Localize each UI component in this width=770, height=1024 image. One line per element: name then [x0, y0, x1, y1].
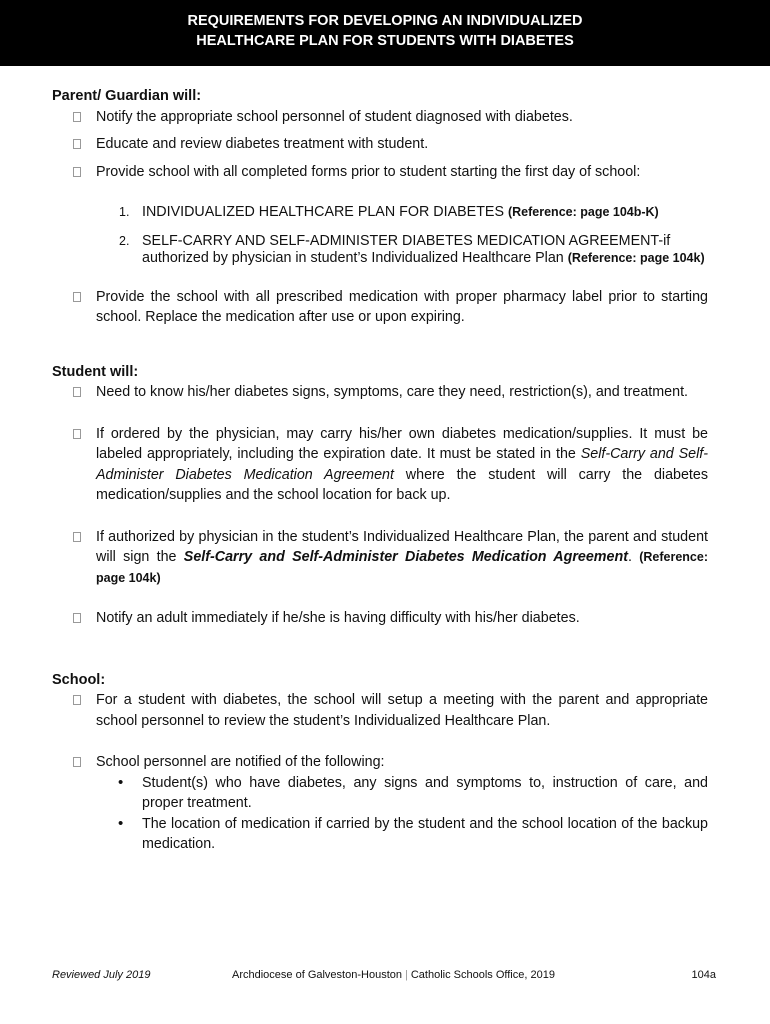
- footer-archdiocese: Archdiocese of Galveston-Houston: [232, 969, 402, 981]
- school-item-1: [52, 690, 708, 731]
- parent-item-3: [52, 162, 708, 183]
- student-item-2-text-c: where the student will carry the diabetes medication/supplies and the school location for back up.: [96, 466, 709, 503]
- student-item-4-text: Notify an adult immediately if he/she is having difficulty with his/her diabetes.: [96, 610, 580, 626]
- student-item-1-text: Need to know his/her diabetes signs, symptoms, care they need, restriction(s), and treatment.: [96, 384, 689, 400]
- page-banner: [0, 0, 770, 66]
- banner-title-line-2: HEALTHCARE PLAN FOR STUDENTS WITH DIABETES: [196, 33, 574, 49]
- form-name: INDIVIDUALIZED HEALTHCARE PLAN FOR DIABETES: [142, 204, 504, 220]
- agreement-title: Self-Carry and Self-Administer Diabetes Medication Agreement: [183, 549, 628, 565]
- checkbox-icon: [73, 695, 81, 705]
- footer-office: Catholic Schools Office, 2019: [410, 969, 555, 981]
- form-list-item-1: [52, 202, 708, 223]
- list-number: 1.: [119, 205, 130, 219]
- document-body: [52, 86, 708, 855]
- checkbox-icon: [73, 167, 81, 177]
- parent-item-4-text: Provide the school with all prescribed medication with proper pharmacy label prior to starting school. Replace the medication after use or upon expiring.: [96, 288, 708, 325]
- student-item-3-text-c: .: [627, 549, 640, 565]
- page-footer: [52, 969, 716, 985]
- school-bullet-2-text: The location of medication if carried by the student and the school location of the backup medication.: [142, 815, 708, 852]
- checkbox-icon: [73, 429, 81, 439]
- banner-title-line-1: REQUIREMENTS FOR DEVELOPING AN INDIVIDUALIZED: [187, 13, 583, 29]
- bullet-icon: •: [118, 773, 124, 791]
- checkbox-icon: [73, 112, 81, 122]
- bullet-icon: •: [118, 814, 124, 832]
- checkbox-icon: [73, 757, 81, 767]
- form-name: SELF-CARRY AND SELF-ADMINISTER DIABETES MEDICATION AGREEMENT-if authorized by physician in student’s Individualized Healthcare Plan: [142, 232, 671, 266]
- student-item-1: [52, 382, 708, 403]
- school-bullet-1-text: Student(s) who have diabetes, any signs and symptoms to, instruction of care, and proper treatment.: [142, 774, 708, 811]
- parent-item-2-text: Educate and review diabetes treatment with student.: [96, 136, 429, 152]
- parent-item-1-text: Notify the appropriate school personnel of student diagnosed with diabetes.: [96, 108, 573, 125]
- checkbox-icon: [73, 139, 81, 149]
- checkbox-icon: [73, 613, 81, 623]
- parent-item-1: [52, 107, 708, 128]
- student-item-2: [52, 424, 708, 506]
- checkbox-icon: [73, 292, 81, 302]
- footer-organization: [232, 969, 555, 981]
- footer-separator: |: [404, 969, 408, 981]
- parent-item-2: [52, 134, 708, 155]
- school-heading: School:: [52, 671, 106, 688]
- parent-item-4: [52, 287, 708, 328]
- school-bullet-2: [52, 814, 708, 855]
- school-bullet-1: [52, 773, 708, 814]
- agreement-title: Self-Carry and Self-Administer Diabetes Medication Agreement: [96, 446, 708, 483]
- student-item-4: [52, 608, 708, 629]
- student-item-3-text-a: If authorized by physician in the student’s Individualized Healthcare Plan, the parent and student will sign the: [96, 528, 708, 565]
- form-list-item-2: [52, 233, 708, 267]
- review-date: Reviewed July 2019: [52, 969, 151, 981]
- school-item-2: [52, 752, 708, 773]
- form-reference: (Reference: page 104k): [96, 550, 708, 585]
- checkbox-icon: [73, 532, 81, 542]
- form-reference: (Reference: page 104k): [567, 250, 705, 265]
- student-item-2-text-a: If ordered by the physician, may carry his/her own diabetes medication/supplies. It must be labeled appropriately, including the expiration date. It must be stated in the: [96, 425, 708, 462]
- parent-item-3-text: Provide school with all completed forms prior to student starting the first day of school:: [96, 163, 641, 180]
- parent-heading: Parent/ Guardian will:: [52, 88, 202, 104]
- student-heading: Student will:: [52, 363, 139, 380]
- school-item-2-text: School personnel are notified of the following:: [96, 754, 385, 770]
- list-number: 2.: [119, 233, 130, 248]
- page-number: 104a: [691, 969, 716, 981]
- student-item-3: [52, 527, 708, 589]
- school-item-1-text: For a student with diabetes, the school will setup a meeting with the parent and appropriate school personnel to review the student’s Individualized Healthcare Plan.: [96, 692, 708, 729]
- form-reference: (Reference: page 104b-K): [507, 205, 659, 219]
- checkbox-icon: [73, 387, 81, 397]
